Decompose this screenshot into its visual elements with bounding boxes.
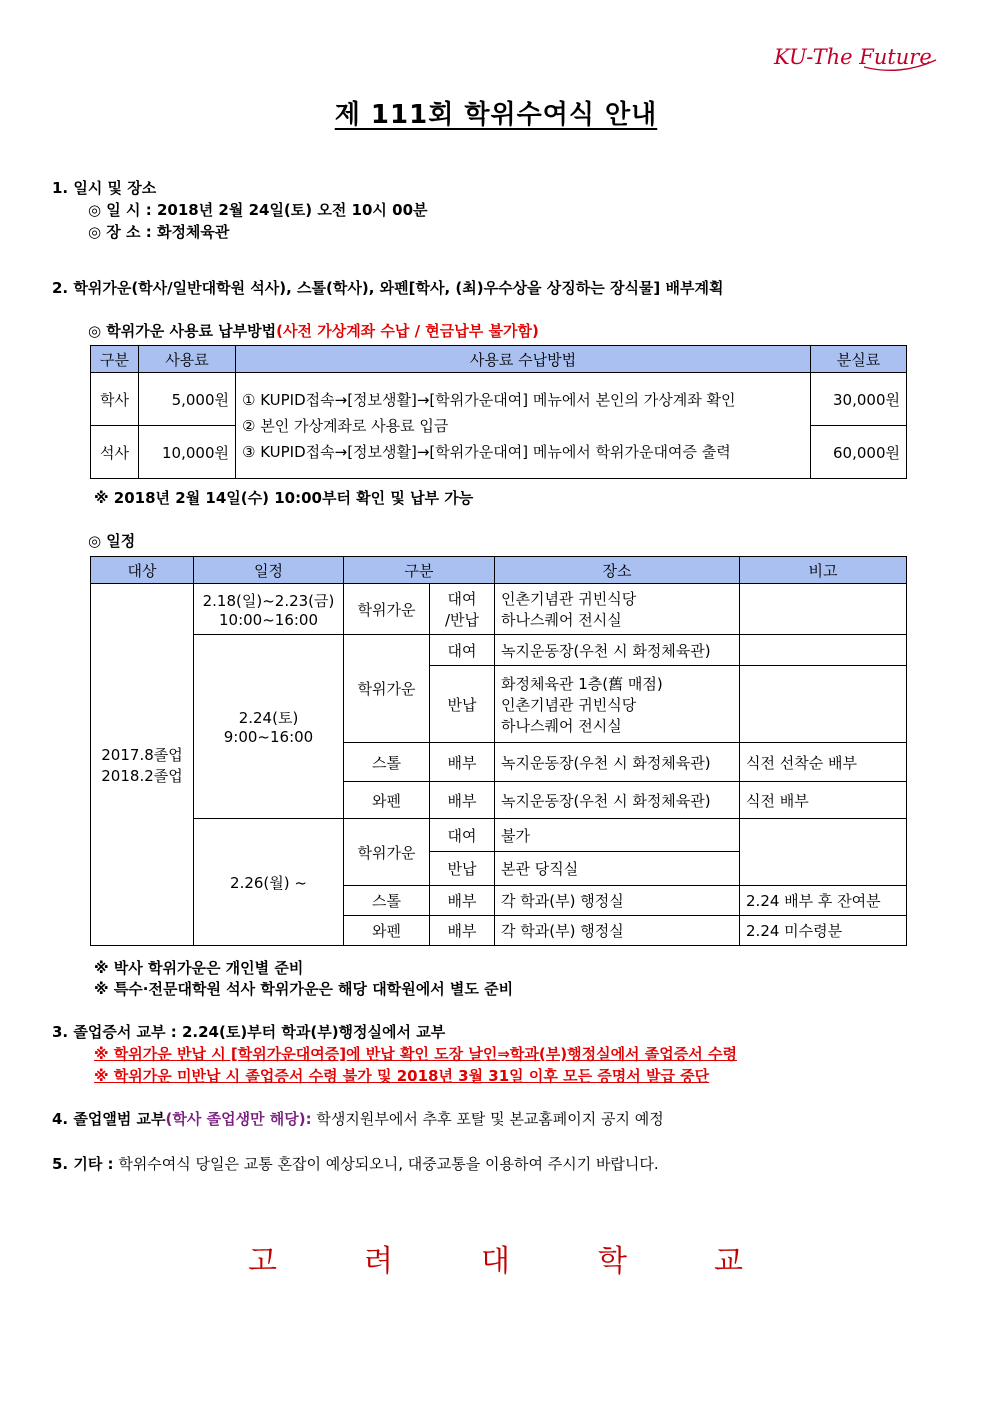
section5-label: 5. 기타 : xyxy=(52,1155,114,1173)
action-distribute: 배부 xyxy=(430,916,495,946)
footer-char: 대 xyxy=(481,1244,510,1279)
place-dept-office: 각 학과(부) 행정실 xyxy=(495,916,740,946)
section4-line xyxy=(52,1108,664,1129)
place-line: ◎ 장 소 : 화정체육관 xyxy=(88,223,230,241)
footer-char: 려 xyxy=(364,1244,393,1279)
note-special-school: ※ 특수·전문대학원 석사 학위가운은 해당 대학원에서 별도 준비 xyxy=(94,980,514,998)
section4-text: 학생지원부에서 추후 포탈 및 본교홈페이지 공지 예정 xyxy=(311,1110,664,1128)
section5-line xyxy=(52,1153,659,1174)
note-cell-empty xyxy=(740,666,907,743)
action-lend: 대여 xyxy=(430,819,495,852)
fee-heading-text: ◎ 학위가운 사용료 납부방법 xyxy=(88,322,277,340)
item-wappen: 와펜 xyxy=(344,916,430,946)
place-cell xyxy=(495,584,740,635)
place-green-field: 녹지운동장(우천 시 화정체육관) xyxy=(495,782,740,819)
action-return: 반납 xyxy=(430,666,495,743)
fee-type-master: 석사 xyxy=(91,426,139,479)
svg-text:KU-The Future: KU-The Future xyxy=(774,45,932,69)
datetime-line: ◎ 일 시 : 2018년 2월 24일(토) 오전 10시 00분 xyxy=(88,201,428,219)
target-line: 2018.2졸업 xyxy=(101,766,183,785)
item-stole: 스톨 xyxy=(344,886,430,916)
place-line-text: 인촌기념관 귀빈식당 xyxy=(501,695,637,714)
action-distribute: 배부 xyxy=(430,743,495,782)
section4-paren: (학사 졸업생만 해당): xyxy=(165,1110,312,1128)
schedule-header-note: 비고 xyxy=(740,557,907,584)
schedule-heading: ◎ 일정 xyxy=(88,532,136,550)
note-doctor-gown: ※ 박사 학위가운은 개인별 준비 xyxy=(94,959,304,977)
note-wappen: 식전 배부 xyxy=(740,782,907,819)
fee-step: ① KUPID접속→[정보생활]→[학위가운대여] 메뉴에서 본인의 가상계좌 확인 xyxy=(242,390,736,409)
item-wappen: 와펜 xyxy=(344,782,430,819)
footer-char: 고 xyxy=(248,1244,277,1279)
fee-payment-steps xyxy=(236,373,811,479)
place-green-field: 녹지운동장(우천 시 화정체육관) xyxy=(495,635,740,666)
place-cell xyxy=(495,666,740,743)
item-gown: 학위가운 xyxy=(344,635,430,743)
schedule-header-date: 일정 xyxy=(194,557,344,584)
action-line: /반납 xyxy=(444,611,480,629)
note-cell-empty xyxy=(740,819,907,886)
place-duty-room: 본관 당직실 xyxy=(495,852,740,886)
item-stole: 스톨 xyxy=(344,743,430,782)
period-line: 2.18(일)~2.23(금) xyxy=(202,591,335,610)
fee-step: ② 본인 가상계좌로 사용료 입금 xyxy=(242,416,449,435)
place-line-text: 하나스퀘어 전시실 xyxy=(501,611,622,629)
schedule-header-target: 대상 xyxy=(91,557,194,584)
fee-lost-bachelor: 30,000원 xyxy=(811,373,907,426)
fee-heading-warning: (사전 가상계좌 수납 / 현금납부 불가함) xyxy=(276,322,539,340)
ku-the-future-logo xyxy=(772,40,938,76)
section3-warning2: ※ 학위가운 미반납 시 졸업증서 수령 불가 및 2018년 3월 31일 이후 모든 증명서 발급 중단 xyxy=(94,1067,710,1085)
period-line: 10:00~16:00 xyxy=(218,610,319,629)
action-distribute: 배부 xyxy=(430,886,495,916)
place-dept-office: 각 학과(부) 행정실 xyxy=(495,886,740,916)
place-line-text: 화정체육관 1층(舊 매점) xyxy=(501,674,663,693)
university-name xyxy=(0,1236,992,1279)
fee-amount-bachelor: 5,000원 xyxy=(139,373,236,426)
fee-table xyxy=(90,345,907,479)
page-title: 제 111회 학위수여식 안내 xyxy=(334,100,658,130)
fee-header-type: 구분 xyxy=(91,346,139,373)
action-distribute: 배부 xyxy=(430,782,495,819)
place-green-field: 녹지운동장(우천 시 화정체육관) xyxy=(495,743,740,782)
note-cell-empty xyxy=(740,584,907,635)
footer-char: 학 xyxy=(598,1244,627,1279)
schedule-header-category: 구분 xyxy=(344,557,495,584)
place-line-text: 하나스퀘어 전시실 xyxy=(501,716,622,735)
fee-step: ③ KUPID접속→[정보생활]→[학위가운대여] 메뉴에서 학위가운대여증 출력 xyxy=(242,442,731,461)
action-lend-return xyxy=(430,584,495,635)
period3-cell: 2.26(월) ~ xyxy=(194,819,344,946)
period1-cell xyxy=(194,584,344,635)
action-return: 반납 xyxy=(430,852,495,886)
target-line: 2017.8졸업 xyxy=(101,745,183,764)
fee-header-method: 사용료 수납방법 xyxy=(236,346,811,373)
period2-cell xyxy=(194,635,344,819)
section4-label: 4. 졸업앨범 교부 xyxy=(52,1110,166,1128)
footer-char: 교 xyxy=(714,1244,743,1279)
section1-heading: 1. 일시 및 장소 xyxy=(52,179,157,197)
schedule-target xyxy=(91,584,194,946)
action-line: 대여 xyxy=(447,590,477,608)
place-line-text: 인촌기념관 귀빈식당 xyxy=(501,590,637,608)
action-lend: 대여 xyxy=(430,635,495,666)
place-unavailable: 불가 xyxy=(495,819,740,852)
section5-text: 학위수여식 당일은 교통 혼잡이 예상되오니, 대중교통을 이용하여 주시기 바랍니다. xyxy=(113,1155,659,1173)
fee-type-bachelor: 학사 xyxy=(91,373,139,426)
section2-heading: 2. 학위가운(학사/일반대학원 석사), 스톨(학사), 와펜[학사, (최)우수상을 상징하는 장식물] 배부계획 xyxy=(52,279,724,297)
fee-heading xyxy=(88,320,539,341)
fee-note: ※ 2018년 2월 14일(수) 10:00부터 확인 및 납부 가능 xyxy=(94,489,474,507)
item-gown: 학위가운 xyxy=(344,584,430,635)
note-stole: 식전 선착순 배부 xyxy=(740,743,907,782)
fee-lost-master: 60,000원 xyxy=(811,426,907,479)
fee-amount-master: 10,000원 xyxy=(139,426,236,479)
period-line: 9:00~16:00 xyxy=(223,728,314,746)
section3-heading: 3. 졸업증서 교부 : 2.24(토)부터 학과(부)행정실에서 교부 xyxy=(52,1023,446,1041)
fee-header-fee: 사용료 xyxy=(139,346,236,373)
section3-warning1: ※ 학위가운 반납 시 [학위가운대여증]에 반납 확인 도장 날인⇒학과(부)행정실에서 졸업증서 수령 xyxy=(94,1045,737,1063)
fee-header-lost: 분실료 xyxy=(811,346,907,373)
note-cell-empty xyxy=(740,635,907,666)
schedule-header-place: 장소 xyxy=(495,557,740,584)
schedule-table xyxy=(90,556,907,946)
period-line: 2.24(토) xyxy=(238,709,299,727)
item-gown: 학위가운 xyxy=(344,819,430,886)
note-stole2: 2.24 배부 후 잔여분 xyxy=(740,886,907,916)
note-wappen2: 2.24 미수령분 xyxy=(740,916,907,946)
